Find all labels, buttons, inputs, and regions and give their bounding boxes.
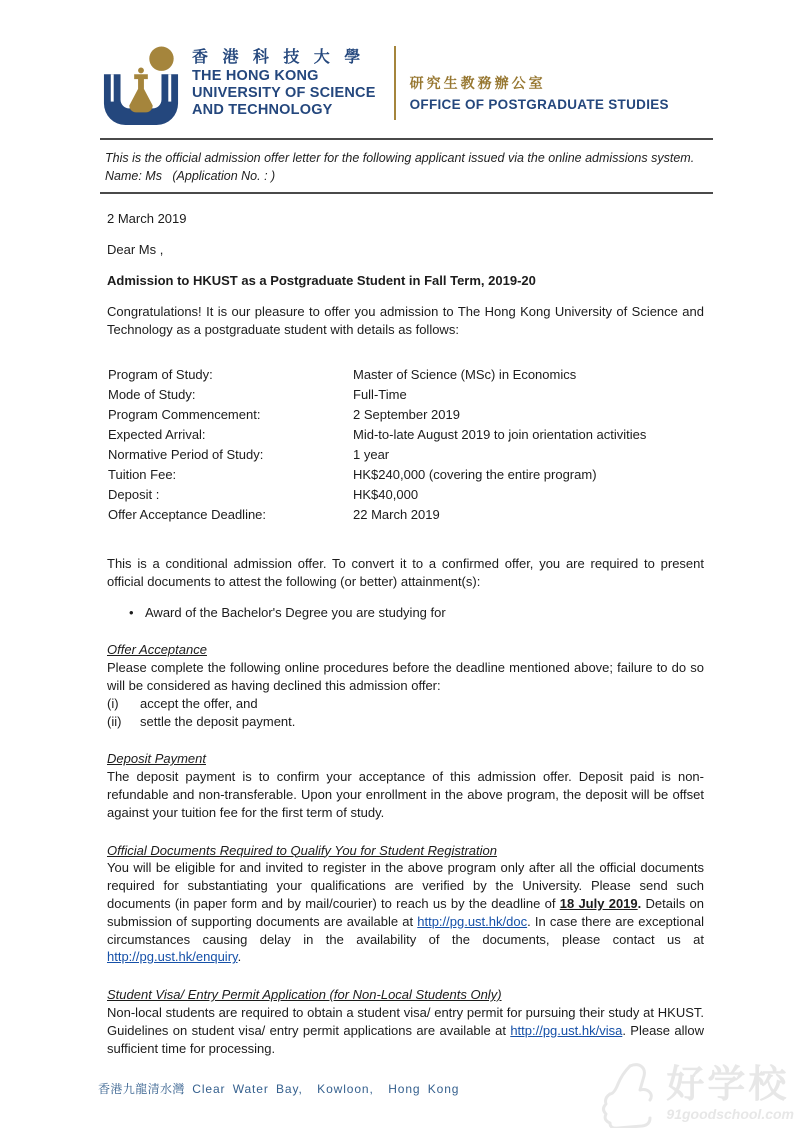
details-row-deposit — [108, 486, 704, 506]
watermark-chinese: 好学校 — [666, 1064, 790, 1106]
offer-acceptance-body: Please complete the following online procedures before the deadline mentioned above; failure to do so will be considered as having declined this admission offer: — [107, 660, 704, 693]
details-row-program — [108, 366, 704, 386]
university-name-english-line2: UNIVERSITY OF SCIENCE — [192, 85, 376, 101]
footer-address-english: Clear Water Bay, Kowloon, Hong Kong — [192, 1082, 460, 1096]
enquiry-link[interactable]: http://pg.ust.hk/enquiry — [107, 949, 238, 965]
university-name-chinese: 香 港 科 技 大 學 — [192, 49, 366, 66]
university-name-block — [192, 45, 376, 119]
details-label: Normative Period of Study: — [108, 446, 264, 462]
documents-deadline-period: . — [637, 895, 642, 911]
official-documents-heading: Official Documents Required to Qualify You for Student Registration — [107, 842, 497, 858]
attainment-bullet-item — [129, 604, 704, 622]
details-row-deadline — [108, 506, 704, 526]
university-name-english-line3: AND TECHNOLOGY — [192, 102, 333, 118]
official-documents-body — [107, 859, 704, 966]
attainment-text: Award of the Bachelor's Degree you are studying for — [145, 604, 446, 620]
office-block — [410, 45, 669, 114]
top-rule — [100, 138, 713, 140]
details-value: 1 year — [353, 446, 390, 462]
student-visa-heading: Student Visa/ Entry Permit Application (for Non-Local Students Only) — [107, 987, 502, 1003]
watermark-text-block — [666, 1066, 794, 1122]
procedure-number: (i) — [107, 695, 119, 711]
letterhead-divider — [394, 46, 396, 120]
procedure-number: (ii) — [107, 713, 122, 729]
watermark — [600, 1060, 794, 1128]
procedure-text: settle the deposit payment. — [140, 713, 296, 729]
details-value: HK$240,000 (covering the entire program) — [353, 466, 597, 482]
procedure-item-2 — [107, 713, 704, 731]
admission-letter-document — [100, 0, 713, 1057]
bullet-glyph: • — [129, 604, 134, 620]
salutation: Dear Ms , — [107, 241, 164, 257]
details-value: Mid-to-late August 2019 to join orientation activities — [353, 426, 647, 442]
documents-text-2: Details on submission of supporting documents are available at — [107, 895, 704, 929]
details-row-tuition — [108, 466, 704, 486]
system-notice — [105, 149, 713, 185]
notice-line-2: Name: Ms (Application No. : ) — [105, 169, 276, 183]
details-label: Tuition Fee: — [108, 466, 177, 482]
details-row-mode — [108, 386, 704, 406]
hkust-logo-icon — [102, 45, 180, 127]
thumbs-up-icon — [600, 1060, 662, 1128]
details-value: HK$40,000 — [353, 486, 419, 502]
offer-acceptance-heading: Offer Acceptance — [107, 642, 207, 658]
details-label: Expected Arrival: — [108, 426, 206, 442]
doc-submission-link[interactable]: http://pg.ust.hk/doc — [417, 913, 528, 929]
university-name-english-line1: THE HONG KONG — [192, 68, 319, 84]
footer-address — [98, 1080, 459, 1097]
subject-line: Admission to HKUST as a Postgraduate Student in Fall Term, 2019-20 — [107, 272, 536, 288]
watermark-url: 91goodschool.com — [666, 1106, 794, 1122]
notice-line-1: This is the official admission offer letter for the following applicant issued via the online admissions system. — [105, 151, 695, 165]
details-label: Offer Acceptance Deadline: — [108, 506, 267, 522]
intro-paragraph: Congratulations! It is our pleasure to offer you admission to The Hong Kong University of Science and Technology as a postgraduate student with details as follows: — [107, 304, 704, 338]
documents-text-3: . In case there are exceptional circumstances causing delay in the availability of the documents, please contact us at — [107, 913, 704, 947]
letter-date: 2 March 2019 — [107, 211, 187, 226]
details-label: Program Commencement: — [108, 406, 261, 422]
details-label: Program of Study: — [108, 366, 213, 382]
student-visa-body — [107, 1004, 704, 1057]
footer-address-chinese: 香港九龍清水灣 — [98, 1082, 185, 1096]
office-name-english: OFFICE OF POSTGRADUATE STUDIES — [409, 97, 669, 112]
details-value: 2 September 2019 — [353, 406, 460, 422]
letter-body — [100, 210, 713, 1057]
procedure-item-1 — [107, 695, 704, 713]
details-value: Master of Science (MSc) in Economics — [353, 366, 577, 382]
program-details-table — [108, 366, 704, 526]
documents-deadline: 18 July 2019 — [559, 895, 638, 911]
visa-text-1: Non-local students are required to obtain a student visa/ entry permit for pursuing their study at HKUST. Guidelines on student visa/ entry permit applications are available at — [107, 1004, 704, 1038]
documents-text-1: You will be eligible for and invited to register in the above program only after all the official documents required for substantiating your qualifications are verified by the University. Please send such documents (in paper form and by mail/courier) to reach us by the deadline of — [107, 860, 704, 911]
details-value: 22 March 2019 — [353, 506, 440, 522]
procedure-text: accept the offer, and — [140, 695, 258, 711]
details-row-arrival — [108, 426, 704, 446]
office-name-chinese: 研究生教務辦公室 — [409, 75, 546, 91]
details-value: Full-Time — [353, 386, 407, 402]
conditional-offer-paragraph: This is a conditional admission offer. To convert it to a confirmed offer, you are required to present official documents to attest the following (or better) attainment(s): — [107, 555, 704, 589]
letterhead — [100, 45, 713, 129]
visa-text-2: . Please allow sufficient time for processing. — [107, 1022, 704, 1056]
deposit-payment-body: The deposit payment is to confirm your acceptance of this admission offer. Deposit paid is non-refundable and non-transferable. Upon your enrollment in the above program, the deposit will be offset against your tuition fee for the first term of study. — [107, 769, 704, 820]
documents-text-4: . — [237, 949, 242, 965]
details-label: Deposit : — [108, 486, 160, 502]
deposit-payment-heading: Deposit Payment — [107, 751, 206, 767]
notice-bottom-rule — [100, 192, 713, 194]
visa-link[interactable]: http://pg.ust.hk/visa — [510, 1022, 623, 1038]
details-row-commencement — [108, 406, 704, 426]
details-label: Mode of Study: — [108, 386, 196, 402]
details-row-period — [108, 446, 704, 466]
